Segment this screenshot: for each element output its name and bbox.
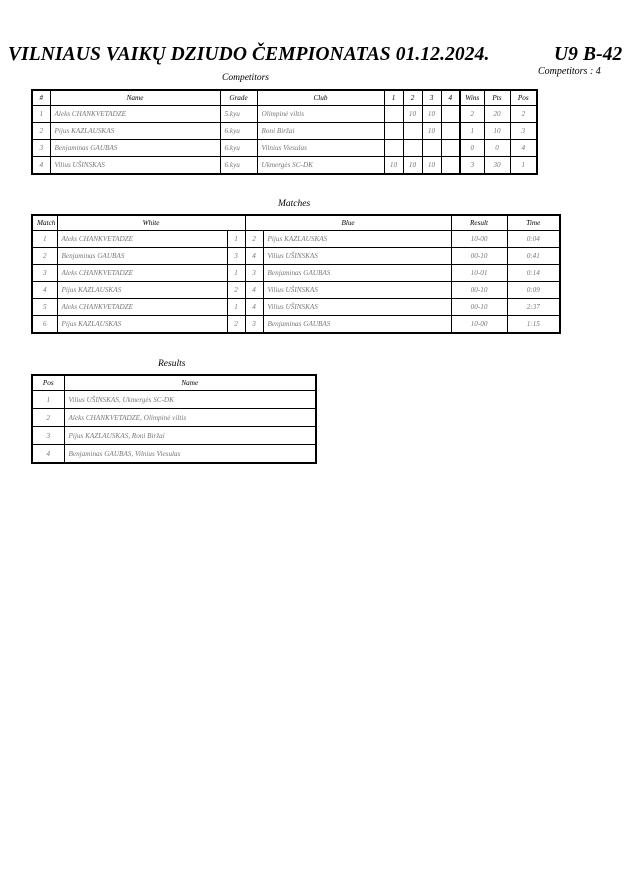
cell-white: Pijus KAZLAUSKAS [57, 282, 227, 299]
matches-header-row [32, 215, 560, 231]
cell-time: 2:37 [507, 299, 560, 316]
table-row [32, 123, 537, 140]
cell-white-num: 1 [227, 265, 245, 282]
cell-match: 1 [32, 231, 57, 248]
table-row [32, 427, 316, 445]
cell-time: 0:04 [507, 231, 560, 248]
cell-wins: 3 [460, 157, 484, 175]
cell-s2 [403, 123, 422, 140]
cell-name: Aleks CHANKVETADZE, Olimpinė viltis [64, 409, 316, 427]
cell-name: Vilius UŠINSKAS [50, 157, 220, 175]
cell-s4 [441, 123, 460, 140]
cell-match: 5 [32, 299, 57, 316]
page-title [8, 44, 623, 66]
cell-pos: 1 [32, 391, 64, 409]
cell-match: 6 [32, 316, 57, 334]
cell-white-num: 1 [227, 299, 245, 316]
cell-s2: 10 [403, 106, 422, 123]
cell-blue-num: 4 [245, 248, 263, 265]
cell-s2: 10 [403, 157, 422, 175]
competitors-header-row [32, 90, 537, 106]
cell-blue: Vilius UŠINSKAS [263, 299, 451, 316]
col-time: Time [507, 215, 560, 231]
cell-time: 1:15 [507, 316, 560, 334]
cell-blue: Benjaminas GAUBAS [263, 265, 451, 282]
table-row [32, 299, 560, 316]
cell-blue: Benjaminas GAUBAS [263, 316, 451, 334]
cell-result: 10-00 [451, 316, 507, 334]
col-4: 4 [441, 90, 460, 106]
table-row [32, 231, 560, 248]
cell-time: 0:41 [507, 248, 560, 265]
category-label: U9 B-42 [554, 44, 623, 65]
competitors-section-title: Competitors [222, 73, 269, 83]
cell-blue-num: 3 [245, 316, 263, 334]
cell-s1: 10 [384, 157, 403, 175]
title-text: VILNIAUS VAIKŲ DZIUDO ČEMPIONATAS 01.12.2024. [8, 44, 490, 65]
cell-result: 00-10 [451, 248, 507, 265]
cell-num: 3 [32, 140, 50, 157]
cell-wins: 0 [460, 140, 484, 157]
cell-club: Vilnius Viesulas [257, 140, 384, 157]
cell-name: Pijus KAZLAUSKAS [50, 123, 220, 140]
cell-grade: 6.kyu [220, 157, 257, 175]
table-row [32, 409, 316, 427]
cell-blue-num: 4 [245, 299, 263, 316]
cell-s3: 10 [422, 123, 441, 140]
table-row [32, 106, 537, 123]
cell-white: Aleks CHANKVETADZE [57, 265, 227, 282]
cell-s3: 10 [422, 157, 441, 175]
col-result: Result [451, 215, 507, 231]
results-table [31, 374, 317, 464]
cell-num: 1 [32, 106, 50, 123]
cell-pos: 1 [510, 157, 537, 175]
col-grade: Grade [220, 90, 257, 106]
cell-grade: 6.kyu [220, 140, 257, 157]
cell-s4 [441, 140, 460, 157]
cell-match: 2 [32, 248, 57, 265]
cell-s1 [384, 123, 403, 140]
cell-grade: 5.kyu [220, 106, 257, 123]
cell-white-num: 3 [227, 248, 245, 265]
cell-result: 10-00 [451, 231, 507, 248]
cell-match: 3 [32, 265, 57, 282]
col-wins: Wins [460, 90, 484, 106]
cell-pos: 2 [32, 409, 64, 427]
cell-num: 4 [32, 157, 50, 175]
col-2: 2 [403, 90, 422, 106]
cell-s1 [384, 106, 403, 123]
col-name: Name [50, 90, 220, 106]
cell-wins: 2 [460, 106, 484, 123]
cell-name: Benjaminas GAUBAS [50, 140, 220, 157]
cell-result: 00-10 [451, 282, 507, 299]
table-row [32, 265, 560, 282]
table-row [32, 282, 560, 299]
cell-blue: Vilius UŠINSKAS [263, 282, 451, 299]
cell-pos: 3 [32, 427, 64, 445]
cell-pos: 2 [510, 106, 537, 123]
cell-club: Roni Biržai [257, 123, 384, 140]
cell-match: 4 [32, 282, 57, 299]
col-pos: Pos [510, 90, 537, 106]
table-row [32, 140, 537, 157]
cell-white: Aleks CHANKVETADZE [57, 299, 227, 316]
cell-pos: 3 [510, 123, 537, 140]
cell-white: Benjaminas GAUBAS [57, 248, 227, 265]
cell-pts: 10 [484, 123, 510, 140]
col-3: 3 [422, 90, 441, 106]
cell-s2 [403, 140, 422, 157]
col-club: Club [257, 90, 384, 106]
col-name: Name [64, 375, 316, 391]
competitors-table [31, 89, 538, 175]
cell-name: Pijus KAZLAUSKAS, Roni Biržai [64, 427, 316, 445]
table-row [32, 445, 316, 464]
cell-pts: 20 [484, 106, 510, 123]
cell-white-num: 2 [227, 282, 245, 299]
table-row [32, 157, 537, 175]
col-match: Match [32, 215, 57, 231]
cell-s3 [422, 140, 441, 157]
table-row [32, 391, 316, 409]
results-section-title: Results [158, 359, 186, 369]
cell-blue-num: 3 [245, 265, 263, 282]
col-blue: Blue [245, 215, 451, 231]
cell-time: 0:14 [507, 265, 560, 282]
cell-pts: 30 [484, 157, 510, 175]
cell-pts: 0 [484, 140, 510, 157]
cell-s4 [441, 157, 460, 175]
col-1: 1 [384, 90, 403, 106]
cell-club: Ukmergės SC-DK [257, 157, 384, 175]
col-num: # [32, 90, 50, 106]
cell-white: Pijus KAZLAUSKAS [57, 316, 227, 334]
cell-result: 00-10 [451, 299, 507, 316]
cell-white-num: 2 [227, 316, 245, 334]
cell-num: 2 [32, 123, 50, 140]
col-pts: Pts [484, 90, 510, 106]
cell-wins: 1 [460, 123, 484, 140]
col-pos: Pos [32, 375, 64, 391]
cell-club: Olimpinė viltis [257, 106, 384, 123]
table-row [32, 316, 560, 334]
matches-table [31, 214, 561, 334]
cell-blue-num: 4 [245, 282, 263, 299]
cell-pos: 4 [510, 140, 537, 157]
cell-name: Benjaminas GAUBAS, Vilnius Viesulas [64, 445, 316, 464]
cell-time: 0:09 [507, 282, 560, 299]
cell-white: Aleks CHANKVETADZE [57, 231, 227, 248]
cell-s3: 10 [422, 106, 441, 123]
cell-white-num: 1 [227, 231, 245, 248]
cell-pos: 4 [32, 445, 64, 464]
matches-section-title: Matches [278, 199, 311, 209]
cell-name: Aleks CHANKVETADZE [50, 106, 220, 123]
results-header-row [32, 375, 316, 391]
cell-blue: Pijus KAZLAUSKAS [263, 231, 451, 248]
table-row [32, 248, 560, 265]
competitors-count: Competitors : 4 [538, 66, 601, 77]
col-white: White [57, 215, 245, 231]
cell-s1 [384, 140, 403, 157]
cell-result: 10-01 [451, 265, 507, 282]
cell-blue-num: 2 [245, 231, 263, 248]
cell-name: Vilius UŠINSKAS, Ukmergės SC-DK [64, 391, 316, 409]
cell-blue: Vilius UŠINSKAS [263, 248, 451, 265]
cell-grade: 6.kyu [220, 123, 257, 140]
cell-s4 [441, 106, 460, 123]
